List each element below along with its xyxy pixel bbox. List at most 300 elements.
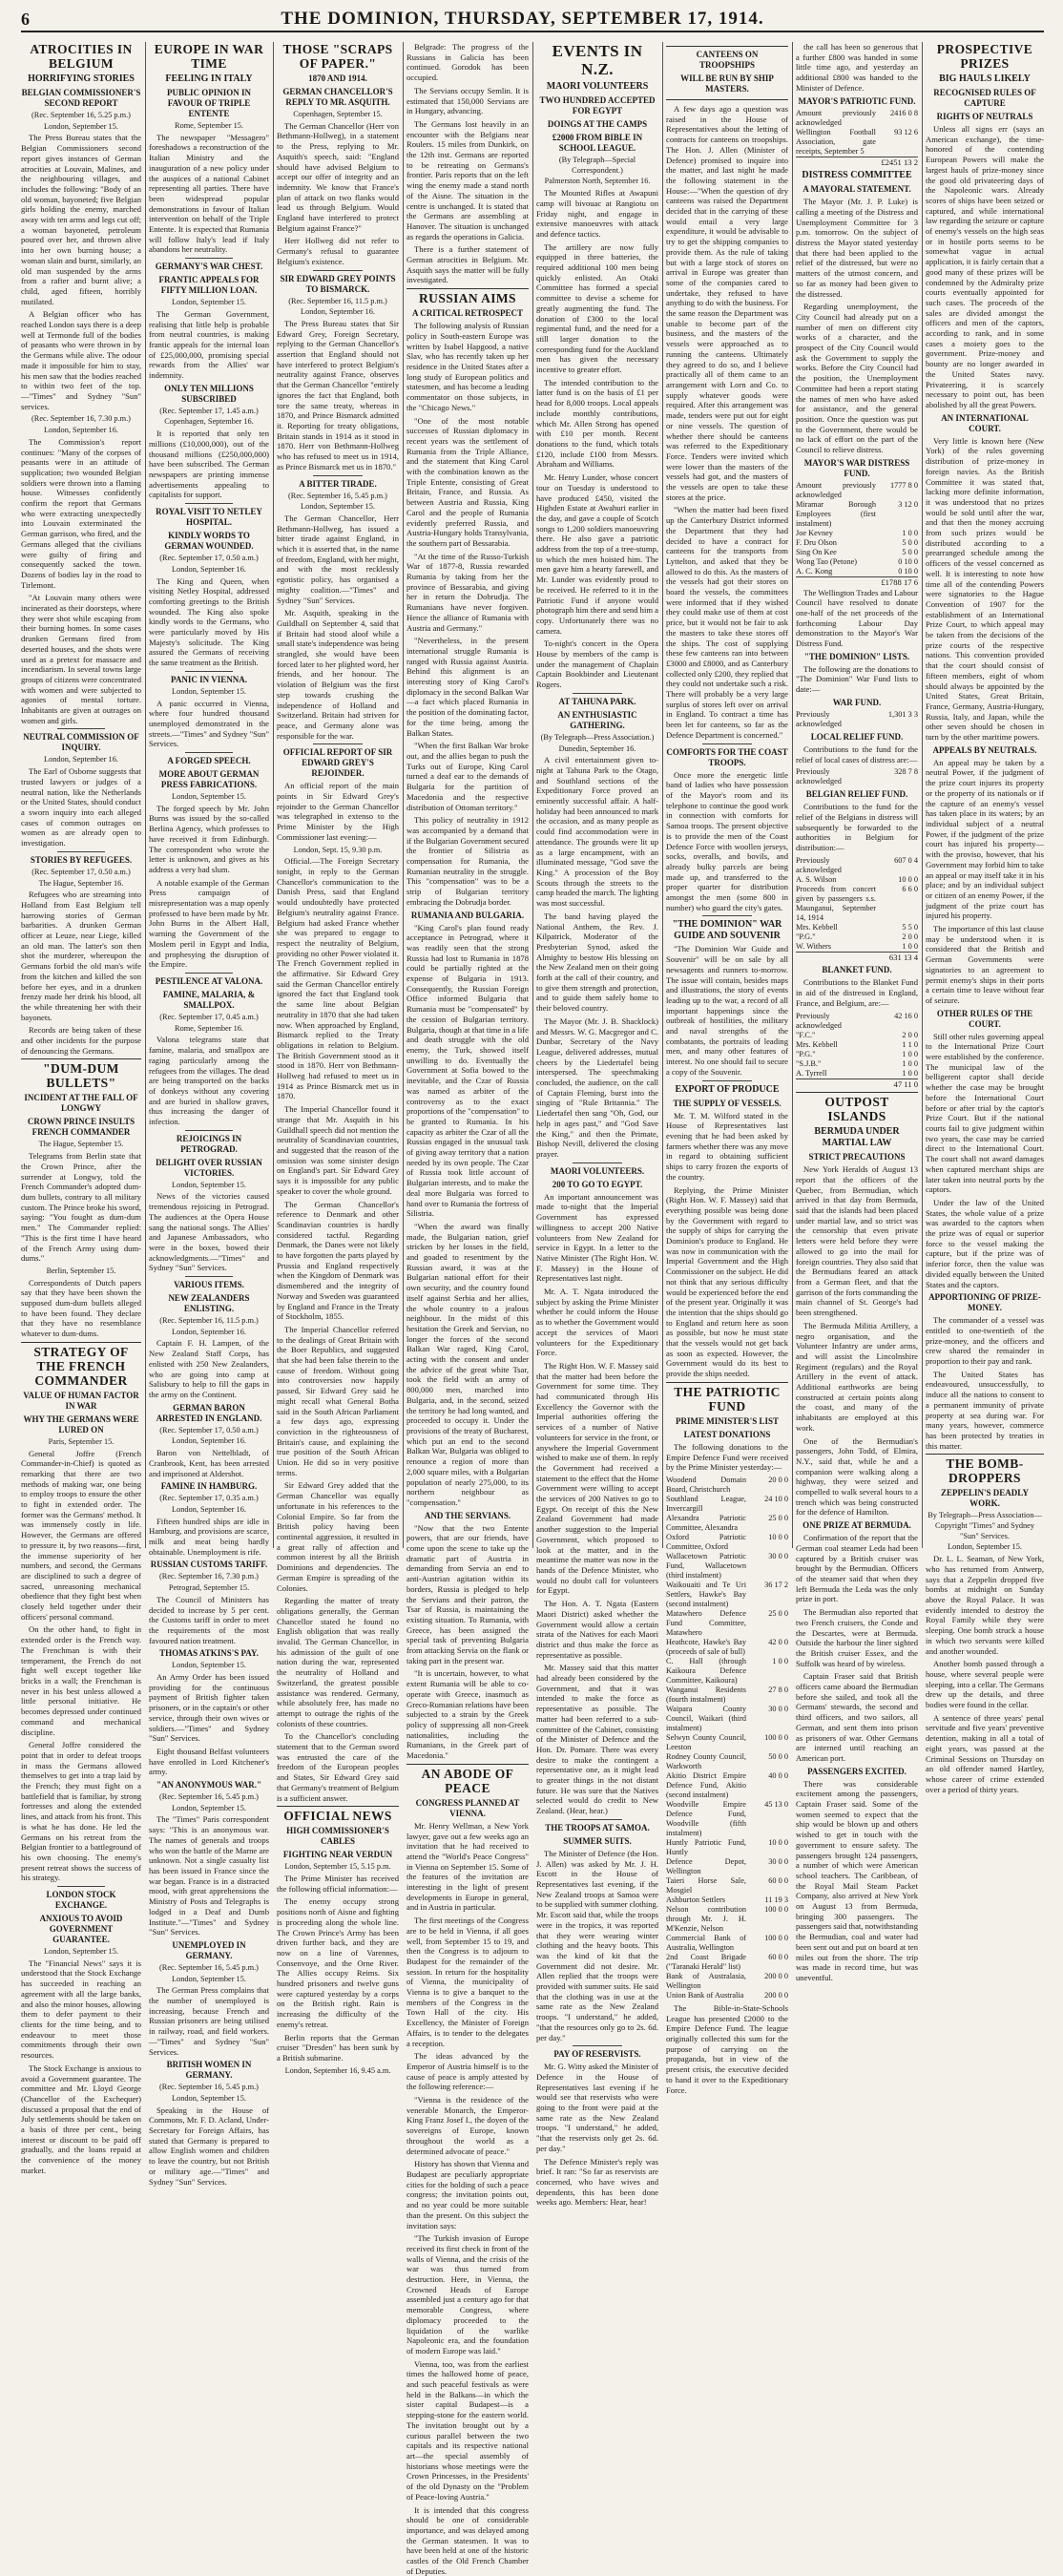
paragraph: The German Chancellor's reference to Denmark and other Scandinavian countries is hardly considered tactful. Regarding Denmark, the Danes were not likely to have forgotten the parts played by Prussia and England respectively when the Kingdom of Denmark was dismembered and the integrity of Norway and Sweden was guaranteed by England and France in the Treaty of Stockholm, 1855. [277, 1200, 399, 1322]
fund-total: £1788 17 6 [796, 576, 918, 588]
dateline: London, September 15. [149, 792, 269, 803]
subheadline: FAMINE, MALARIA, & SMALLPOX. [149, 990, 269, 1011]
donor-name: Ashburton Settlers [666, 1895, 746, 1905]
dateline: London, September 15, 5.15 p.m. [277, 1862, 399, 1873]
donation-amount: 200 0 0 [746, 1972, 788, 1991]
donation-amount: 1 0 0 [876, 1059, 918, 1069]
paragraph: Regarding the matter of treaty obligations generally, the German Chancellor stated he found no English obligation that was really invalid. The German Chancellor, in his admission of the guilt of one nation during the war, represented the neutrality of Holland and Switzerland, the greatest possible assistance was rendered. Germany, while absolutely free, has made no attempt to outrage the rights of the colonists of these countries. [277, 1596, 399, 1728]
dateline: By Telegraph—Press Association—Copyright "Times" and Sydney "Sun" Services. [926, 1511, 1044, 1541]
subheadline: MAYOR'S WAR DISTRESS FUND. [796, 458, 918, 479]
donation-amount: 60 0 0 [746, 1953, 788, 1972]
subheadline: NEW ZEALANDERS ENLISTING. [149, 1293, 269, 1314]
donor-name: Joe Kevney [796, 529, 876, 538]
headline: PROSPECTIVE PRIZES [926, 42, 1044, 71]
subheadline: DISTRESS COMMITTEE [796, 170, 918, 181]
donation-amount: 0 10 0 [876, 567, 918, 576]
subheadline: PUBLIC OPINION IN FAVOUR OF TRIPLE ENTENTE [149, 88, 269, 119]
donor-name: Waipara County Council, Waikari (third instalment) [666, 1705, 746, 1733]
paragraph: Berlin reports that the German cruiser "Dresden" has been sunk by a British submarine. [277, 2033, 399, 2063]
paragraph: On the other hand, to fight in extended order is the French way. The Frenchman is with their temperament, the French do not fight well except together like bricks in a wall; the Frenchman is never in his best unless allowed a little personal initiative. He becomes depressed under continued command and mechanical discipline. [21, 1624, 141, 1737]
subheadline: HIGH COMMISSIONER'S CABLES [277, 1826, 399, 1847]
paragraph: the call has been so generous that a further £800 was handed in some little time ago, and yesterday an additional £800 was handed to the Minister of Defence. [796, 42, 918, 94]
subheadline: FRANTIC APPEALS FOR FIFTY MILLION LOAN. [149, 275, 269, 296]
donation-row [796, 529, 918, 538]
column-rule [792, 42, 793, 1548]
paragraph: Replying, the Prime Minister (Right Hon. W. F. Massey) said that everything possible was being done by the Government with regard to the supply of ships for carrying the Dominion's produce to England. He was now in communication with the Imperial Government and the High Commissioner on the subject. He did not think that any serious difficulty would be experienced before the end of the present year. Originally it was the intention that the ships should go to England and return here as soon as possible, but now he must state that the vessels would not get back as soon as expected. However, the Government would do its best to provide the ships needed. [666, 1185, 788, 1379]
subheadline: HORRIFYING STORIES [21, 73, 141, 85]
received-line: (Rec. September 16, 7.30 p.m.) [149, 1572, 269, 1582]
paragraph: A civil entertainment given to-night at Tahuna Park to the Otago, and Southland sections of the Expeditionary Force proved an eminently successful affair. A half-holiday had been announced to mark the occasion, and as many people as could find accommodation were in attendance. The grounds were lit up as a large encampment, with an illuminated message, "God save the King." A procession of the Boy Scouts through the streets to the camp headed the march. The lighting was most successful. [536, 755, 658, 909]
subheadline: "AN ANONYMOUS WAR." [149, 1780, 269, 1791]
donation-amount: 30 0 0 [746, 1857, 788, 1876]
paragraph: One of the Bermudian's passengers, John Todd, of Elmira, N.Y., said that, while he and a companion were walking along a highway, they were seized and compelled to walk several hours to a trench which was being constructed for the defence of Hamilton. [796, 1436, 918, 1518]
donor-name: "S.J.B." [796, 1059, 876, 1069]
donation-row [796, 1031, 918, 1040]
dateline: London, September 16. [21, 755, 141, 765]
donation-amount: 10 0 0 [876, 875, 918, 885]
subheadline: RECOGNISED RULES OF CAPTURE [926, 88, 1044, 109]
donation-amount: 27 8 0 [746, 1686, 788, 1705]
donation-row [796, 538, 918, 548]
dateline: London, September 15. [149, 298, 269, 308]
paragraph: The forged speech by Mr. John Burns was issued by the so-called Berlina Agency, which professes to have received it from Edinburgh. The correspondent who wrote the letter is unknown, and gives as his address a very bad slum. [149, 804, 269, 875]
paragraph: The following are the donations to "The Dominion" War Fund lists to date:— [796, 664, 918, 695]
paragraph: The importance of this last clause may be understood when it is considered that the British and German Governments were signatories to an agreement to permit enemy's ships in their ports a certain time to leave without fear of seizure. [926, 924, 1044, 1006]
donation-amount: 1 0 0 [876, 942, 918, 952]
donation-row [666, 1705, 788, 1733]
received-line: (Rec. September 17, 1.45 a.m.) [149, 407, 269, 417]
dateline: London, September 16. [277, 307, 399, 318]
paragraph: The Imperial Chancellor found it strange that Mr. Asquith in his Guildhall speech did not mention the neutrality of Scandinavian countries, and suggested that the reason of the omission was some sinister design on England's part. Sir Edward Grey says it is impossible for any public speaker to cover the whole ground. [277, 1104, 399, 1196]
subheadline: NEUTRAL COMMISSION OF INQUIRY. [21, 732, 141, 753]
dateline: London, September 15. [149, 1661, 269, 1671]
dateline: London, September 16, 9.45 a.m. [277, 2066, 399, 2077]
paragraph: The first meetings of the Congress are to be held in Vienna, if all goes well, from September 15 to 19, and then the Congress is to adjourn to Budapest for the remainder of the session. In return for the hospitality of Vienna, the municipality of Vienna is to give a banquet to the members of the Congress in the Town Hall of the city. His Excellency, the Minister of Foreign Affairs, is to tender to the delegates a reception. [406, 1916, 529, 2048]
paragraph: Refugees who are streaming into Holland from East Belgium tell harrowing stories of German barbarities. A drunken German officer at Leuze, near Liege, killed an old man. The latter's son then shot the murderer, whereupon the Germans forbid the old man's wife from the kitchen and killed the son before her eyes, and in a drunken frenzy made her drink his blood, all the while threatening her with their bayonets. [21, 890, 141, 1022]
donation-row [666, 1752, 788, 1771]
received-line: (Rec. September 17, 0.35 a.m.) [149, 1494, 269, 1504]
donation-amount: 45 13 0 [746, 1800, 788, 1838]
donation-row [796, 875, 918, 885]
subheadline: BIG HAULS LIKELY [926, 73, 1044, 85]
donor-name: Bank of Australasia, Wellington [666, 1972, 746, 1991]
subheadline: MAORI VOLUNTEERS [536, 81, 658, 93]
paragraph: Records are being taken of these and other incidents for the purpose of denouncing the Germans. [21, 1025, 141, 1056]
paragraph: Official.—The Foreign Secretary tonight, in reply to the German Chancellor's communication to the Danish Press, said that England would undoubtedly have protected Belgium's neutrality against France. Belgium had asked France whether she was prepared to engage to respect the neutrality of Belgium, providing no other Power violated it. The French Government replied in the affirmative. Sir Edward Grey said the German Chancellor entirely ignored the fact that England took the same line about Belgian neutrality in 1870 that she had taken now. When approached by England, Bismarck replied to the Treaty obligations in relation to Belgium. The British Government stood as it stood in 1870. Herr von Bethmann-Hollweg had refused to meet us in 1914 as Prince Bismarck met us in 1870. [277, 856, 399, 1101]
paragraph: An important announcement was made to-night that the Imperial Government has expressed willingness to accept 200 Native volunteers from New Zealand for service in Egypt. In a letter to the Native Minister (The Right Hon. W. F. Massey) in the House of Representatives last night. [536, 1192, 658, 1284]
fund-total: 631 13 4 [796, 952, 918, 963]
subheadline: VALUE OF HUMAN FACTOR IN WAR [21, 1391, 141, 1412]
headline: OFFICIAL NEWS [277, 1806, 399, 1823]
donation-amount: 1 0 0 [876, 1069, 918, 1079]
donation-row [666, 1514, 788, 1533]
paragraph: The Wellington Trades and Labour Council have resolved to donate one-half of the net proceeds of the forthcoming Labour Day demonstration to the Mayor's War Distress Fund. [796, 588, 918, 649]
paragraph: "The Turkish invasion of Europe received its first check in front of the walls of Vienna, and the crisis of the war was thus turned from destruction. Here, in Vienna, the Crowned Heads of Europe assembled just a century ago for that memorable Congress, where diplomacy proceeded to the liquidation of the warlike Napoleonic era, and the foundation of modern Europe was laid." [406, 2233, 529, 2356]
subheadline: CROWN PRINCE INSULTS FRENCH COMMANDER [21, 1117, 141, 1138]
paragraph: The "Times" Paris correspondent says: "This is an anonymous war. The names of generals and troops who won the battle of the Marne are unknown. Not a single casualty list has been issued in France since the war began. France is in a distracted mood, with great apprehensions the Ministry of Posts and Telegraphs is lodged in a Deaf and Dumb Institute."—"Times" and Sydney "Sun" Services. [149, 1814, 269, 1937]
paragraph: News of the victories caused tremendous rejoicing in Petrograd. The audiences at the Opera House sang the national songs. The Allies' and Japanese Ambassadors, who were in the boxes, bowed their acknowledgments.—"Times" and Sydney "Sun" Services. [149, 1191, 269, 1273]
dateline: (By Telegraph—Special Correspondent.) [536, 156, 658, 176]
donation-row [666, 1581, 788, 1609]
donor-name: Woodville Empire Defence Fund, Woodville (fifth instalment) [666, 1800, 746, 1838]
dateline: London, September 15. [21, 1947, 141, 1958]
donor-name: Heathcote, Hawke's Bay (proceeds of sale of bull) [666, 1638, 746, 1657]
subheadline: GERMANY'S WAR CHEST. [149, 262, 269, 272]
donor-name: A. Tyrrell [796, 1069, 876, 1079]
subheadline: VARIOUS ITEMS. [149, 1280, 269, 1290]
received-line: (Rec. September 16, 5.45 p.m.) [149, 2083, 269, 2093]
donation-amount: 50 0 0 [746, 1752, 788, 1771]
subheadline: INCIDENT AT THE FALL OF LONGWY [21, 1093, 141, 1114]
paragraph: To-night's concert in the Opera House by members of the camp is under the management of Chaplain Captain Bookbinder and Lieutenant Rogers. [536, 639, 658, 690]
subheadline: BRITISH WOMEN IN GERMANY. [149, 2060, 269, 2081]
donor-name: Huntly Patriotic Fund, Huntly [666, 1838, 746, 1857]
donation-amount: 30 0 0 [746, 1552, 788, 1581]
boxed-notice [666, 46, 788, 100]
subheadline: MORE ABOUT GERMAN PRESS FABRICATIONS. [149, 769, 269, 790]
donor-name: "F.C." [796, 1031, 876, 1040]
subheadline: OTHER RULES OF THE COURT. [926, 1009, 1044, 1030]
subheadline: ZEPPELIN'S DEADLY WORK. [926, 1488, 1044, 1509]
paragraph: Dr. L. L. Seaman, of New York, who has returned from Antwerp, says that a Zeppelin dropped five bombs at midnight on Sunday above the Royal Palace. It was evidently intended to destroy the Royal Family while they were sleeping. One bomb struck a house in which two servants were killed and another wounded. [926, 1554, 1044, 1656]
paragraph: The following donations to the Empire Defence Fund were received by the Prime Minister yesterday:— [666, 1442, 788, 1473]
donor-name: Wanganui Residents (fourth instalment) [666, 1686, 746, 1705]
donor-name: Nelson contribution through Mr. J. H. M'Kenzie, Nelson [666, 1905, 746, 1934]
subheadline: ONLY TEN MILLIONS SUBSCRIBED [149, 384, 269, 405]
dateline: Copenhagen, September 15. [277, 110, 399, 120]
subheadline: PASSENGERS EXCITED. [796, 1767, 918, 1777]
paragraph: The Servians occupy Semlin. It is estimated that 150,000 Servians are in Hungary, advancing. [406, 86, 529, 116]
paragraph: It is reported that only ten millions (£10,000,000), out of the thousand millions (£250,000,000) have been subscribed. The German newspapers are printing immense advertisements appealing to capitalists for support. [149, 429, 269, 500]
donation-amount: 36 17 2 [746, 1581, 788, 1609]
dateline: London, September 16. [149, 565, 269, 576]
subheadline: TWO HUNDRED ACCEPTED FOR EGYPT [536, 95, 658, 116]
donation-row [796, 767, 918, 786]
donor-name: Previously acknowledged [796, 1012, 876, 1031]
donation-amount: 5 0 0 [876, 538, 918, 548]
paragraph: History has shown that Vienna and Budapest are peculiarly appropriate cities for the holding of such a peace congress; the invitation points out, and no year could be more suitable than the present. On this subject the invitation says: [406, 2159, 529, 2230]
headline: AN ABODE OF PEACE [406, 1764, 529, 1795]
subheadline: GERMAN CHANCELLOR'S REPLY TO MR. ASQUITH. [277, 87, 399, 108]
donation-amount: 200 0 0 [746, 1991, 788, 2000]
donation-row [796, 109, 918, 128]
paragraph: The German Press complains that the number of unemployed is increasing, because French and Russian prisoners are being utilised in railway, road, and field workers.—"Times" and Sydney "Sun" Services. [149, 1985, 269, 2057]
paragraph: Mr. G. Witty asked the Minister of Defence in the House of Representatives last evening if he would see that reservists who were going to the front were paid at the same rate as the New Zealand troops. "I understand," he added, "that the reservists only get 2s. 6d. per day." [536, 2062, 658, 2153]
donor-name: Previously acknowledged [796, 856, 876, 875]
donation-row [796, 481, 918, 500]
paragraph: The following analysis of Russian policy in South-eastern Europe was written by Isabel Hapgood, a native Slav, who has recently taken up her residence in the United States after a long study of European politics and statesmen, and has become a leading commentator on those subjects, in the "Chicago News." [406, 321, 529, 412]
donation-table [796, 710, 918, 729]
subheadline: FIGHTING NEAR VERDUN [277, 1850, 399, 1860]
received-line: (Rec. September 16, 5.45 p.m.) [277, 492, 399, 502]
donation-amount: 20 0 0 [746, 1476, 788, 1495]
subheadline: RUMANIA AND BULGARIA. [406, 911, 529, 921]
subheadline: BERMUDA UNDER MARTIAL LAW [796, 1126, 918, 1149]
donation-amount: 1 0 0 [876, 1050, 918, 1059]
donation-row [666, 1657, 788, 1686]
paragraph: The Council of Ministers has decided to increase by 5 per cent. the Customs tariff in order to meet the requirements of the most favoured nation treatment. [149, 1595, 269, 1646]
donation-row [666, 1800, 788, 1838]
paragraph: The King and Queen, when visiting Netley Hospital, addressed comforting greetings to the British wounded. The King also spoke kindly words to the Germans, who were particularly moved by His Majesty's solicitude. The King assured the Germans of receiving the same treatment as the British. [149, 576, 269, 668]
subheadline: COMFORTS FOR THE COAST TROOPS. [666, 747, 788, 768]
donor-name: Selwyn County Council, Leeston [666, 1733, 746, 1752]
subheadline: CONGRESS PLANNED AT VIENNA. [406, 1798, 529, 1819]
subheadline: OFFICIAL REPORT OF SIR EDWARD GREY'S REJOINDER. [277, 747, 399, 779]
donor-name: Woodend Domain Board, Christchurch [666, 1476, 746, 1495]
donation-amount: 1777 8 0 [876, 481, 918, 500]
subheadline: BELGIAN RELIEF FUND. [796, 789, 918, 800]
paragraph: The Bible-in-State-Schools League has presented £2000 to the Empire Defence Fund. The league originally collected this sum for the purpose of carrying on the propaganda, but in view of the present crisis, the executive decided to hand it over to the Expeditionary Force. [666, 2003, 788, 2095]
headline: THE PATRIOTIC FUND [666, 1382, 788, 1414]
paragraph: The intended contribution to the latter fund is on the basis of £1 per head for 8,000 troops. Local appeals include monthly contributions, which Mr. Allen Strong has opened with £10 per month. Recent donations to the fund, which totals £120, include £100 from Messrs. Abraham and Williams. [536, 378, 658, 470]
paragraph: Eight thousand Belfast volunteers have enrolled in Lord Kitchener's army. [149, 1747, 269, 1777]
paragraph: Confirmation of the report that the German coal steamer Leda had been captured by a British cruiser was brought by the Bermudian. Officers of the steamer said that when they left Bermuda the Leda was the only prize in port. [796, 1533, 918, 1604]
paragraph: "Vienna is the residence of the venerable Monarch, the Emperor-King Franz Josef I., the doyen of the sovereigns of Europe, known throughout the world as a determined advocate of peace." [406, 2095, 529, 2156]
donation-row [796, 500, 918, 529]
donation-row [796, 548, 918, 557]
column-rule [532, 42, 533, 1548]
donation-amount: 2 0 0 [876, 1031, 918, 1040]
paragraph: Captain Fraser said that British officers came aboard the Bermudian before she sailed, and took all the Germans' stewards, the second and third officers, and two sailors, all German, and sent them into prison as prisoners of war. Other Germans are interned until reaching an American port. [796, 1671, 918, 1763]
paragraph: A few days ago a question was raised in the House of Representatives about the letting of contracts for canteens on troopships. The Hon. J. Allen (Minister of Defence) promised to inquire into the matter, and last night he made the following statement in the House:—"When the question of dry canteens was raised the Department decided that in the carrying of these would entail a very large expenditure, it would be advisable to try to get the shipping companies to provide them. As the rule of taking but with a large stock of stores on arrival in Europe was greater than some of the companies cared to undertake, they refused to have anything to do with the business. For the same reason the Department was unable to become part of the business, and the masters of the vessels were approached as to running the canteens. Ultimately they agreed to do so, and I believe practically all of them came to an arrangement with Lorn and Co. to supply whatever goods were required. After this arrangement was made, tenders were put out for eight or nine vessels. The question of whether there should be canteens was referred to the Expeditionary Force. Tenders were invited which were lower than the masters of the vessels had got, and the masters of the vessels are open to take these stores at the price. [666, 104, 788, 502]
subheadline: KINDLY WORDS TO GERMAN WOUNDED. [149, 531, 269, 552]
page-number: 6 [21, 10, 30, 30]
subheadline: THE SUPPLY OF VESSELS. [666, 1099, 788, 1109]
dateline: London, September 16. [149, 1328, 269, 1338]
donor-name: Akitio District Empire Defence Fund, Akitio (second instalment) [666, 1771, 746, 1800]
donation-row [796, 932, 918, 942]
column-rule [273, 42, 274, 1548]
dateline: Petrograd, September 15. [149, 1583, 269, 1594]
subheadline: "THE DOMINION" WAR GUIDE AND SOUVENIR [666, 919, 788, 942]
donor-name: Previously acknowledged [796, 767, 876, 786]
newspaper-title: THE DOMINION, THURSDAY, SEPTEMBER 17, 1914. [281, 9, 763, 30]
paragraph: The enemy occupy strong positions north of Aisne and fighting is proceeding along the whole line. The Crown Prince's Army has been driven further back, and they are now on a line of Varennes, Consenvoye, and the Orne River. The Allies occupy Reims. Six hundred prisoners and twelve guns were captured yesterday by a corps on the British right. Rain is increasing the difficulty of the enemy's retreat. [277, 1896, 399, 2029]
column-2 [149, 42, 269, 1548]
paragraph: To the Chancellor's concluding statement that to the German sword was entrusted the care of the freedom of the European peoples and States, Sir Edward Grey said that Germany's treatment of Belgium is a sufficient answer. [277, 1731, 399, 1803]
column-4 [406, 42, 529, 1548]
paragraph: This policy of neutrality in 1912 was accompanied by a demand that if the Bulgarian Government secured the frontier of Silistria as compensation for Rumania, the Rumanian neutrality in the struggle. This "compensation" was to be a strip of Bulgarian territory embracing the Dobrudja border. [406, 815, 529, 907]
dateline: London, September 15. [149, 1975, 269, 1985]
column-rule [403, 42, 404, 1548]
subheadline: ANXIOUS TO AVOID GOVERNMENT GUARANTEE. [21, 1914, 141, 1945]
donation-amount: 5 0 0 [876, 548, 918, 557]
donation-amount: 42 16 0 [876, 1012, 918, 1031]
dateline: The Hague, September 16. [21, 879, 141, 890]
dateline: London, September 15. [149, 687, 269, 698]
subheadline: ONE PRIZE AT BERMUDA. [796, 1520, 918, 1531]
donation-row [666, 1972, 788, 1991]
paragraph: The Mayor (Mr. J. B. Shacklock) and Messrs. W. G. Macgregor and C. Dunbar, Secretary of the Navy League, delivered addresses, mutual cheers by the Liedertafel being interspersed. The speechmaking concluded, the audience, on the call of Captain Fleming, burst into the singing of "Rule Britannia." The Liedertafel then sang "Oh, God, our help in ages past," and "God Save the King," and then the Primate, Bishop Nevill, delivered the closing prayer. [536, 1016, 658, 1160]
paragraph: "It is uncertain, however, to what extent Rumania will be able to co-operate with Greece, inasmuch as Greco-Rumanian relations have been subjected to a strain by the Greek policy of suppressing all non-Greek nationalities, including the Rumanians, in the Greek part of Macedonia." [406, 1668, 529, 1760]
paragraph: General Joffre considered the point that in order to defeat troops in mass the Germans allowed themselves to get into a trap laid by the French; they must fight on a battlefield that is familiar, by strong fortresses and along the extended lines, and attack from his front. This is what he has done. He led the Germans on his retreat from the Belgian frontier to a battleground of his own choosing. The enemy's present retreat shows the success of his strategy. [21, 1740, 141, 1883]
donation-row [666, 1991, 788, 2000]
donor-name: Taieri Horse Sale, Mosgiel [666, 1876, 746, 1895]
paragraph: "When the first Balkan War broke out, and the allies began to push the Turks out of Europe, King Carol turned a deaf ear to the demands of Bulgaria for the partition of Macedonia and the respective distribution of Ottoman territory." [406, 741, 529, 812]
paragraph: Mr. T. M. Wilford stated in the House of Representatives last evening that he had been asked by farmers whether there was any move in regard to obtaining sufficient ships to carry frozen the exports of the country. [666, 1111, 788, 1183]
donor-name: Alexandra Patriotic Committee, Alexandra [666, 1514, 746, 1533]
donor-name: Mrs. Kebbell [796, 923, 876, 932]
subheadline: UNEMPLOYED IN GERMANY. [149, 1940, 269, 1961]
donation-amount: 93 12 6 [876, 128, 918, 157]
paragraph: Contributions to the Blanket Fund in aid of the distressed in England, France, and Belgium, are:— [796, 977, 918, 1008]
donor-name: A. C. Kong [796, 567, 876, 576]
donor-name: Defence Depot, Wellington [666, 1857, 746, 1876]
donation-row [666, 1476, 788, 1495]
paragraph: Speaking in the House of Commons, Mr. F. D. Acland, Under-Secretary for Foreign Affairs, has stated that Germany is prepared to allow English women and children to leave the country, but not British or military age.—"Times" and Sydney "Sun" Services. [149, 2105, 269, 2188]
donation-row [796, 1069, 918, 1079]
masthead [21, 8, 1044, 32]
column-7 [796, 42, 918, 1548]
paragraph: Very little is known here (New York) of the rules governing distribution of prize-money in foreign navies. As the British Committee it was stated that, lacking more definite information, it was understood that no prizes would be sold until after the war, and that then the money accruing from such prizes would be distributed according to a prearranged schedule among the officers of the vessel concerned as well. It is interesting to note how time all of the contending Powers were signatories to the Hague Convention of 1907 for the establishment of an International Prize Court, to which appeal may be taken from the decisions of the prize courts of the respective nations. This convention provided that the court should consist of fifteen members, eight of whom should always be appointed by the United States, Great Britain, France, Germany, Austria-Hungary, Russia, Italy, and Japan, while the other seven should be chosen in turn by the other maritime powers. [926, 436, 1044, 743]
subheadline: A BITTER TIRADE. [277, 479, 399, 490]
paragraph: The Germans lost heavily in an encounter with the Belgians near Roulers. 15 miles from Dunkirk, on the 12th inst. Germans are reported to be retreating on Germans's frontier. Paris reports that on the left wing the enemy made a stand north of the Aisne. The situation in the centre is unchanged. It is stated that the Germans are assembling at Hanover. The situation is unchanged as regards the operations in Galicia. [406, 119, 529, 241]
donation-amount: 11 19 3 [746, 1895, 788, 1905]
fund-total: 47 11 0 [796, 1079, 918, 1090]
received-line: (Rec. September 17, 0.50 a.m.) [149, 554, 269, 564]
subheadline: PANIC IN VIENNA. [149, 675, 269, 685]
paragraph: Contributions to the fund for the relief of the Belgians in distress will subsequently be forwarded to the authorities in Belgium for distribution:— [796, 802, 918, 853]
paragraph: The German Chancellor, Herr Bethmann-Hollweg, has issued a bitter tirade against England, in which it is asserted that, in the name of freedom, England, with her might, and with the most recklessly egotistic policy, has organised a mighty coalition.—"Times" and Sydney "Sun" Services. [277, 513, 399, 605]
dateline: London, September 15. [149, 1804, 269, 1814]
subheadline: CANTEENS ON TROOPSHIPS [668, 50, 786, 71]
donation-row [666, 1905, 788, 1934]
donation-row [666, 1771, 788, 1800]
donation-table [796, 109, 918, 157]
dateline: London, September 16. [149, 1436, 269, 1447]
headline: THOSE "SCRAPS OF PAPER." [277, 42, 399, 71]
donor-name: Union Bank of Australia [666, 1991, 746, 2000]
subheadline: BELGIAN COMMISSIONER'S SECOND REPORT [21, 88, 141, 109]
donation-amount: 3 12 0 [876, 500, 918, 529]
donation-amount: 100 0 0 [746, 1934, 788, 1953]
paragraph: The Bermuda Militia Artillery, a negro organisation, and the Volunteer Infantry are under arms, and will assist the Lincolnshire Regiment (regulars) and the Royal Artillery in the event of attack. Additional earthworks are being constructed at certain points along the coast, and many of the inhabitants are employed at this work. [796, 1321, 918, 1434]
paragraph: New York Heralds of August 13 report that the officers of the Quebec, from Bermudian, which arrived in that day from Bermuda, said that the islands had been placed under martial law, and so strict was the censorship that even private letters were held before they were allowed to go into the mail for foreign countries. They also said that the Bermudians feared an attack from a German fleet, and that the garrison of the forts commanding the main channel of St. George's had been strengthened. [796, 1164, 918, 1318]
paragraph: The Earl of Osborne suggests that trusted lawyers or judges of a neutral nation, like the Netherlands or the United States, should conduct a sworn inquiry into each alleged cases of common outrages on women as are already open to investigation. [21, 766, 141, 848]
dateline: Berlin, September 15. [21, 1267, 141, 1277]
paragraph: A sentence of three years' penal servitude and five years' preventive detention, making in all a total of eight years, was passed at the Criminal Sessions on Thursday on an old offender named Hartley, whose career of crime extended over a period of thirty years. [926, 1713, 1044, 1795]
headline: STRATEGY OF THE FRENCH COMMANDER [21, 1342, 141, 1388]
column-8 [926, 42, 1044, 1548]
donation-amount: 40 0 0 [746, 1771, 788, 1800]
dateline: (By Telegraph—Press Association.) [536, 733, 658, 743]
paragraph: The Commission's report continues: "Many of the corpses of peasants were in an attitude of supplication; two wounded Belgian soldiers were thrown into a flaming house. Witnesses confidently confirm the report that Germans who were extracting unexpectedly into Louvain exterminated the German garrison, who fired, and the Germans alleged that the civilians were guilty of firing and consequently sacked the town. Dozens of bodies lay in the road to Tirlemont. [21, 437, 141, 591]
donor-name: Rodney County Council, Warkworth [666, 1752, 746, 1771]
subheadline: STRICT PRECAUTIONS [796, 1152, 918, 1162]
paragraph: General Joffre (French Commander-in-Chief) is quoted as remarking that there are two methods of making war, one being to employ troops to ensure the other to fight in extended order. The former was the Germans' method. It was immensely costly in life. However, the Germans are offered to pressure it, by two reasons—first, the immense superiority of her numbers, and second, the Germans are disciplined to such a degree of sacred, unreasoning mechanical obedience that they fight best when closely held together under their officers' personal command. [21, 1449, 141, 1623]
donor-name: Previously acknowledged [796, 710, 876, 729]
subheadline: EXPORT OF PRODUCE [666, 1084, 788, 1096]
paragraph: Mr. Asquith, speaking in the Guildhall on September 4, said that if Britain had stood aloof while a small state's independence was being strangled, she would have been forced later to her plighted word, her friends, and her honour. The violation of Belgium was the first step towards crushing the independence of Holland and Switzerland. Britain had striven for peace, and Germany alone was responsible for the war. [277, 608, 399, 741]
donation-row [666, 1638, 788, 1657]
column-3 [277, 42, 399, 1548]
donor-name: Miramar Borough Employees (first instalment) [796, 500, 876, 529]
donation-row [796, 1040, 918, 1050]
paragraph: Herr Hollweg did not refer to Germany's refusal to guarantee Belgium's existence. [277, 236, 399, 266]
donor-name: F. Dru Olson [796, 538, 876, 548]
donation-amount: 25 0 0 [746, 1609, 788, 1638]
donation-row [666, 1495, 788, 1514]
paragraph: There was considerable excitement among the passengers, Captain Fraser said. Some of the women seemed to expect that the ship would be blown up and others wished to get in touch with the government to ensure safety. The passengers brought 124 passengers, a number of which were American school teachers. The Caribbean, of the Royal Mail Steam Packet Company, also arrived at New York on August 13 from Bermuda, bringing 300 passengers. The passengers said that, notwithstanding the Bermudian, coal and water had been sent out and put on board at ten miles out from the shore. The trip was made in record time, but was uneventful. [796, 1779, 918, 1983]
paragraph: It is intended that this congress should be one of considerable importance, and was delayed among the German statesmen. It was to have been held at one of the historic castles of the Old French Chamber of Deputies. [406, 2505, 529, 2576]
subheadline: THE TROOPS AT SAMOA. [536, 1823, 658, 1833]
dateline: London, September 15. [277, 502, 399, 513]
subheadline: PESTILENCE AT VALONA. [149, 976, 269, 987]
donor-name: W. Withers [796, 942, 876, 952]
headline: EUROPE IN WAR TIME [149, 42, 269, 71]
paragraph: The German Government, realising that little help is probable from neutral countries, is making frantic appeals for the internal loan of £25,000,000, promising special rewards from the Allies' war indemnity. [149, 309, 269, 381]
subheadline: BLANKET FUND. [796, 965, 918, 975]
paragraph: Unless all signs err (says an American exchange), the time-honored of the contending European Powers will make the largest hauls of prize-money since the good old privateering days of the Napoleonic wars. Already scores of ships have been seized or captured, and while international law regarding the seizure or capture of enemy's vessels on the high seas or in hostile ports seems to be somewhat vague in actual application, it is fairly certain that a good many of these prizes will be condemned by the Admiralty prize courts eventually appointed for such cases. The proceeds of the sales are divided amongst the officers and men of the captors, according to rank, and in some cases a moiety goes to the government. Prize-money and bounty are no longer awarded in the United States navy. Privateering, it is scarcely necessary to point out, has been abolished by all the great Powers. [926, 124, 1044, 410]
paragraph: The Hon. A. T. Ngata (Eastern Maori District) asked whether the Government would allow a certain strata of the Natives for each Maori district and thus make the force as representative as possible. [536, 1599, 658, 1660]
headline: RUSSIAN AIMS [406, 288, 529, 305]
donation-table [796, 856, 918, 952]
donor-name: Proceeds from concert given by passengers s.s. Maunganui, September 14, 1914 [796, 885, 876, 923]
subheadline: AND THE SERVIANS. [406, 1511, 529, 1521]
paragraph: Vienna, too, was from the earliest times the hallowed home of peace, and such peaceful festivals as were held in the Balkans—in which the sister capital Budapest—is a stepping-stone for the eastern world. The invitation brought out by a curious parallel between the two capitals and its respective national art—the special assembly of historians whose meetings were the Crown Princesses, in the Presidents' of the old Dynasty on the "Problem of Peace-loving Austria." [406, 2359, 529, 2503]
dateline: London, September 16. [21, 426, 141, 436]
dateline: London, September 15. [926, 1542, 1044, 1553]
donation-amount: 5 5 0 [876, 923, 918, 932]
subheadline: £2000 FROM BIBLE IN SCHOOL LEAGUE. [536, 133, 658, 154]
dateline: The Hague, September 15. [21, 1140, 141, 1150]
paragraph: The newspaper "Messagero" foreshadows a reconstruction of the Italian Ministry and the inauguration of a new policy under the auspices of a national Cabinet representing all parties. There have been widespread popular demonstrations in favour of Italian intervention on behalf of the Triple Entente. It is expected that Rumania will follow Italy's lead if Italy abandons her neutrality. [149, 133, 269, 255]
paragraph: An appeal may be taken by a neutral Power, if the judgment of the prize court injures its property or the property of its nationals or if the capture of an enemy's vessel has taken place in its waters; by an individual subject of a neutral Power, if the judgment of the prize court has injured his property—with the proviso, however, that his Government may forbid him to take an appeal or may itself take it in his place; and by an individual subject or citizen of an enemy Power, if the judgment of the prize court has injured his property. [926, 758, 1044, 921]
received-line: (Rec. September 16, 7.30 p.m.) [21, 414, 141, 425]
paragraph: The German Chancellor (Herr von Bethmann-Hollweg), in a statement to the Press, replying to Mr. Asquith's speech, said: "England should have advised Belgium to accept our offer of integrity and an indemnity. We know that France's plan of attack on two flanks would lead us through Belgium. Would England have interfered to protect Belgium against France?" [277, 121, 399, 234]
subheadline: DOINGS AT THE CAMPS [536, 119, 658, 130]
subheadline: A MAYORAL STATEMENT. [796, 184, 918, 195]
donation-row [796, 1050, 918, 1059]
column-5 [536, 42, 658, 1548]
subheadline: SIR EDWARD GREY POINTS TO BISMARCK. [277, 274, 399, 295]
dateline: Dunedin, September 16. [536, 744, 658, 755]
subheadline: MAYOR'S PATRIOTIC FUND. [796, 96, 918, 107]
donation-amount: 10 0 0 [746, 1838, 788, 1857]
paragraph: "Nevertheless, in the present international struggle Rumania is ranged with Russia against Austria. Behind this alignment is an interesting story of King Carol's diplomacy in the second Balkan War—a fact which placed Rumania in the position of the dominating factor, for the time being, among the Balkan States. [406, 636, 529, 738]
paragraph: Baron von Nettelbladt, of Cranbrook, Kent, has been arrested and imprisoned at Aldershot. [149, 1448, 269, 1478]
donation-amount: 60 0 0 [746, 1876, 788, 1895]
paragraph: The band having played the National Anthem, the Rev. J. Kilpatrick, Moderator of the Presbyterian Synod, asked the Almighty to bestow His blessing on the New Zealand men on their going forth at the call of their country, and to give them strength and protection, and to guide them safely home to their beloved country. [536, 911, 658, 1014]
paragraph: "Now that the two Entente powers, that are our friends, have come upon the scene to take up the dramatic part of Austria in demanding from Servia an end to anti-Austrian agitation within its borders, Russia is pledged to help the Servians and their patron, the Tsar of Russia, is maintaining the existing situation. To Rumania, with Greece, has been assigned the special task of preventing Bulgaria from attacking Servia on the flank or taking part in the present war. [406, 1523, 529, 1666]
paragraph: The ideas advanced by the Emperor of Austria himself is to the cause of peace is amply attested by the following reference:— [406, 2051, 529, 2092]
paragraph: Another bomb passed through a house, where several people were sleeping, into a cellar. The Germans drew up the details, and three bodies were found in the cellar. [926, 1659, 1044, 1710]
subheadline: 200 TO GO TO EGYPT. [536, 1180, 658, 1190]
dateline: London, September 15. [149, 2094, 269, 2105]
donor-name: C. Hall (through Kaikoura Defence Committee, Kaikoura) [666, 1657, 746, 1686]
paragraph: "When the matter had been fixed up the Canterbury District informed the Department that they had decided to have a contract for canteens for the transports from Lyttelton, and asked that they be allowed to do this. As the masters of the vessels had got their stores on board the vessels, the committees were informed that if they wished they could make use of them at cost price, but it would not be fair to ask the masters to take these stores off the ships. The cost of supplying these few canteens ran into between £3000 and £8000, and as Canterbury collected only £200, they replied that they could not undertake such a risk. There will probably be a very large surplus of stores left over on arrival in England. To contract a time has been let for canteens, so far as the Defence Department is concerned." [666, 505, 788, 740]
paragraph: A notable example of the German Press campaign of misrepresentation was a map openly professed to have been made by Mr. John Burns in the Albert Hall, warning the Government of the Moslem peril in Egypt and India, and prophesying the disruption of the Empire. [149, 878, 269, 970]
donation-amount: 2 0 0 [876, 932, 918, 942]
subheadline: WILL BE RUN BY SHIP MASTERS. [668, 73, 786, 94]
donation-row [796, 710, 918, 729]
paragraph: The "Financial News" says it is understood that the Stock Exchange has succeeded in reaching an agreement with all the large banks, and also the minor houses, allowing them to defer payment to their clients for the time being, and to endeavour to meet those commitments through their own resources. [21, 1958, 141, 2061]
column-rule [922, 42, 923, 1548]
paragraph: "The Dominion War Guide and Souvenir" will be on sale by all newsagents and runners to-morrow. The issue will contain, besides maps and illustrations, the story of events leading up to the war, a record of all important happenings since the outbreak of hostilities, the military and naval strengths of the combatants, the portraits of leading men, and many other features of interest. No one should fail to secure a copy of the Souvenir. [666, 944, 788, 1077]
donation-row [666, 1733, 788, 1752]
donation-amount: 1 0 0 [746, 1657, 788, 1686]
dateline: London, September 15. [21, 122, 141, 133]
paragraph: An official report of the main points in Sir Edward Grey's rejoinder to the German Chancellor was telegraphed in extenso to the Prime Minister by the High Commissioner last evening:— [277, 781, 399, 842]
donation-row [666, 1876, 788, 1895]
donation-amount: 607 0 4 [876, 856, 918, 875]
paragraph: "At the time of the Russo-Turkish War of 1877-8, Russia rewarded Rumania by taking from her the province of Bessarabia, and giving her in return the Dobrudja. The Rumanians have never forgiven. Hence the alliance of Rumania with Austria and Germany." [406, 552, 529, 634]
donation-amount: 6 6 0 [876, 885, 918, 923]
donation-row [796, 923, 918, 932]
donor-name: Amount previously acknowledged [796, 109, 876, 128]
donation-row [796, 567, 918, 576]
donation-amount: 42 0 0 [746, 1638, 788, 1657]
